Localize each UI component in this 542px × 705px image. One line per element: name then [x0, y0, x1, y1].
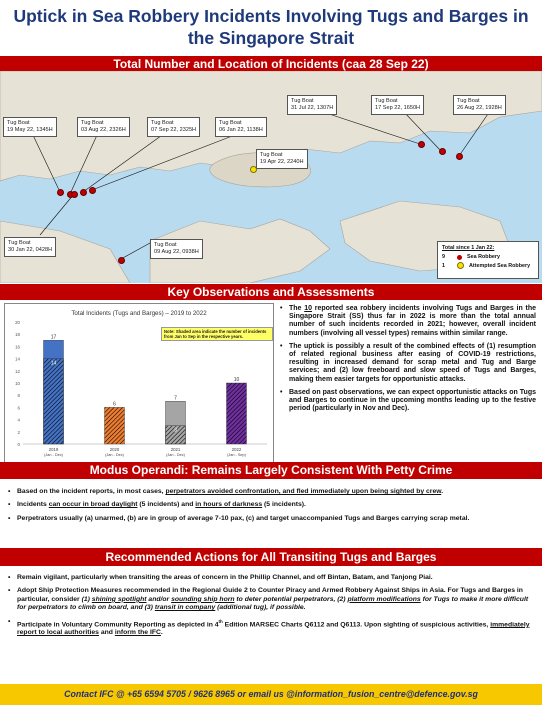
incidents-chart	[4, 303, 274, 463]
legend-row: 1 Attempted Sea Robbery	[442, 262, 531, 269]
modus-bullet: • Incidents can occur in broad daylight (5 incidents) and in hours of darkness (5 incidents).	[6, 501, 536, 509]
y-tick-label: 10	[15, 381, 20, 386]
title-line-2: the Singapore Strait	[187, 28, 355, 48]
incident-callout: Tug Boat 09 Aug 22, 0938H	[150, 239, 203, 259]
actions-header: Recommended Actions for All Transiting Tugs and Barges	[0, 548, 542, 566]
bar-value-label: 6	[113, 401, 116, 408]
sea-robbery-marker	[456, 153, 463, 160]
incident-callout: Tug Boat 26 Aug 22, 1928H	[453, 95, 506, 115]
page-title	[0, 0, 542, 52]
x-tick-sublabel: (Jan - Dec)	[105, 453, 124, 457]
sea-robbery-marker	[71, 191, 78, 198]
y-tick-label: 4	[17, 417, 20, 423]
y-tick-label: 14	[15, 356, 20, 362]
x-tick-label: 2020	[109, 447, 120, 452]
y-tick-label: 2	[17, 429, 20, 435]
modus-header: Modus Operandi: Remains Largely Consistent With Petty Crime	[0, 462, 542, 479]
y-tick-label: 6	[17, 405, 20, 411]
action-bullet: • Participate in Voluntary Community Reporting as depicted in 4th Edition MARSEC Charts Q6112 and Q6113. Upon sighting of suspicious activities, immediately report to local authorities and inform the IFC.	[6, 618, 536, 638]
actions-list	[6, 574, 536, 643]
sea-robbery-marker	[118, 257, 125, 264]
observation-bullet: • The uptick is possibly a result of the combined effects of (1) resumption of related regional business after easing of COVID-19 restrictions, resulting in increased demand for scrap metal and Tug and Barge services; and (2) low freeboard and slow speed of Tugs and Barges, making them easier targets for opportunistic attacks.	[280, 343, 536, 384]
legend-title: Total since 1 Jan 22:	[442, 245, 495, 251]
x-tick-label: 2021	[170, 447, 181, 452]
chart-title: Total Incidents (Tugs and Barges) – 2019 to 2022	[71, 310, 207, 317]
bar-value-label: 10	[233, 377, 240, 383]
yellow-dot-icon	[457, 262, 464, 269]
map-section-header: Total Number and Location of Incidents (caa 28 Sep 22)	[0, 56, 542, 72]
legend-row: 9 Sea Robbery	[442, 254, 500, 260]
sea-robbery-marker	[439, 148, 446, 155]
observations-header: Key Observations and Assessments	[0, 284, 542, 300]
incident-callout: Tug Boat 03 Aug 22, 2326H	[77, 117, 130, 137]
sea-robbery-marker	[418, 141, 425, 148]
observation-bullet: • The 10 reported sea robbery incidents involving Tugs and Barges in the Singapore Strait (SS) thus far in 2022 is more than the total annual number of such incidents recorded in 2021; however, overall incident numbers (involving all vessel types) remains within similar range.	[280, 305, 536, 338]
modus-list	[6, 488, 536, 528]
sea-robbery-marker	[89, 187, 96, 194]
bar-value-label: 17	[50, 334, 57, 341]
observation-bullet: • Based on past observations, we can expect opportunistic attacks on Tugs and Barges to continue in the upcoming months leading up to the festive period (particularly in Nov and Dec).	[280, 389, 536, 414]
modus-bullet: • Based on the incident reports, in most cases, perpetrators avoided confrontation, and fled immediately upon being sighted by crew.	[6, 488, 536, 496]
y-tick-label: 18	[15, 332, 20, 338]
bar-hatch	[105, 407, 125, 444]
x-tick-label: 2019	[48, 447, 59, 452]
incident-callout: Tug Boat 31 Jul 22, 1307H	[287, 95, 337, 115]
shaded-value-label: 14	[50, 360, 57, 367]
action-bullet: • Adopt Ship Protection Measures recommended in the Regional Guide 2 to Counter Piracy and Armed Robbery Against Ships in Asia. For Tugs and Barges in particular, consider (1) shining spotlight and/or sounding ship horn to deter potential perpetrators, (2) platform modifications for Tugs to make it more difficult for perpetrators to climb on board, and (3) transit in company (additional tug), if possible.	[6, 587, 536, 612]
bar-hatch	[227, 383, 247, 444]
shaded-value-label: 3	[174, 427, 177, 434]
chart-note: Note: Shaded area indicate the number of incidents from Jan to Sep in the respective years.	[161, 327, 273, 341]
incident-callout: Tug Boat 17 Sep 22, 1650H	[371, 95, 424, 115]
incident-callout: Tug Boat 07 Sep 22, 2325H	[147, 117, 200, 137]
incident-callout: Tug Boat 30 Jan 22, 0428H	[4, 237, 56, 257]
x-tick-sublabel: (Jan - Dec)	[44, 453, 63, 457]
action-bullet: • Remain vigilant, particularly when transiting the areas of concern in the Phillip Channel, and off Bintan, Batam, and Tanjong Piai.	[6, 574, 536, 582]
y-tick-label: 12	[15, 368, 20, 374]
y-tick-label: 16	[15, 344, 20, 350]
incident-callout: Tug Boat 19 Apr 22, 2240H	[256, 149, 308, 169]
sea-robbery-marker	[80, 189, 87, 196]
y-tick-label: 0	[17, 442, 20, 447]
sea-robbery-marker	[57, 189, 64, 196]
red-dot-icon	[457, 255, 462, 260]
observations-list	[280, 305, 536, 418]
y-tick-label: 20	[15, 320, 20, 325]
title-line-1: Uptick in Sea Robbery Incidents Involving Tugs and Barges in	[13, 6, 529, 26]
x-tick-label: 2022	[231, 447, 242, 452]
y-tick-label: 8	[17, 393, 20, 399]
incident-callout: Tug Boat 19 May 22, 1345H	[3, 117, 57, 137]
bar-value-label: 7	[174, 395, 177, 402]
bar-shaded-portion	[44, 359, 64, 444]
incident-callout: Tug Boat 06 Jan 22, 1138H	[215, 117, 267, 137]
modus-bullet: • Perpetrators usually (a) unarmed, (b) are in group of average 7-10 pax, (c) and target unaccompanied Tugs and Barges carrying scrap metal.	[6, 515, 536, 523]
x-tick-sublabel: (Jan - Sep)	[227, 453, 246, 457]
attempted-robbery-marker	[250, 166, 257, 173]
map-legend	[437, 241, 539, 279]
contact-footer: Contact IFC @ +65 6594 5705 / 9626 8965 or email us @information_fusion_centre@defence.gov.sg	[0, 684, 542, 705]
x-tick-sublabel: (Jan - Dec)	[166, 453, 185, 457]
